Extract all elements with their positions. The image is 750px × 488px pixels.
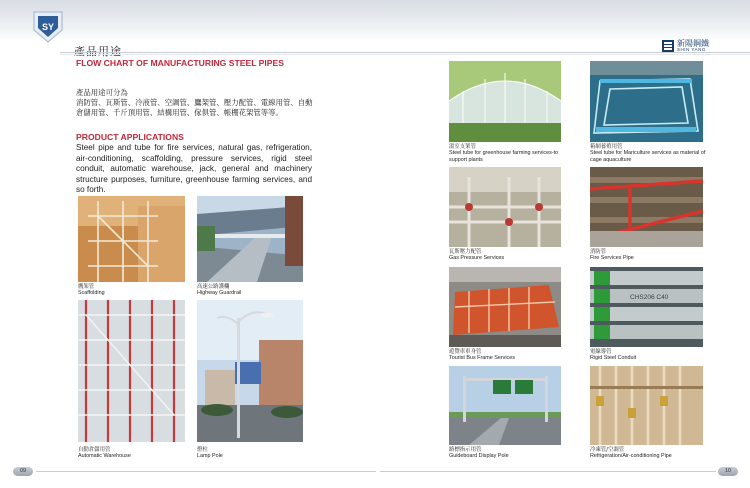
top-header-band — [0, 0, 750, 40]
footer-rule-right — [380, 471, 716, 472]
pipe-print-text: CHS206 C40 — [630, 294, 669, 301]
page-number-left: 09 — [13, 467, 33, 476]
photo-rigid-steel-conduit — [590, 267, 703, 347]
brand-name-cn: 新陽鋼鐵 — [677, 39, 709, 48]
caption-guideboard-display: 路標指示用管 Guideboard Display Pole — [449, 447, 509, 460]
photo-lamp-pole — [197, 300, 303, 442]
brand-name-en: SHIN YANG — [677, 47, 706, 52]
caption-gas-pressure: 瓦斯壓力配管 Gas Pressure Services — [449, 249, 505, 262]
caption-fire-services: 消防管 Fire Services Pipe — [590, 249, 634, 262]
photo-refrigeration-pipe — [590, 366, 703, 445]
photo-guideboard-display — [449, 366, 561, 445]
brand-logo-right — [662, 40, 709, 53]
brand-mark-icon — [662, 40, 674, 52]
caption-refrigeration-pipe: 冷凍管/空調管 Refrigeration/Air-conditioning Pipe — [590, 447, 672, 460]
header-rule — [60, 52, 750, 53]
photo-highway-guardrail — [197, 196, 303, 282]
caption-tourist-bus-frame: 遊覽車車身管 Tourist Bus Frame Services — [449, 349, 515, 362]
photo-mariculture-cage — [590, 61, 703, 142]
caption-rigid-steel-conduit: 電線導管 Rigid Steel Conduit — [590, 349, 637, 362]
caption-automatic-warehouse: 自動倉儲用管 Automatic Warehouse — [78, 447, 131, 460]
product-applications-body: Steel pipe and tube for fire services, natural gas, refrigeration, air-conditioning, scaffolding, pressure services, rigid steel conduit, automatic warehouse, jack, general and machinery structure purposes, furniture, greenhouse farming services, and so forth. — [76, 143, 312, 195]
logo-left-text: SY — [41, 22, 55, 32]
photo-fire-services — [590, 167, 703, 247]
photo-tourist-bus-frame — [449, 267, 561, 347]
product-applications-title: PRODUCT APPLICATIONS — [76, 132, 184, 142]
caption-lamp-pole: 燈柱 Lamp Pole — [197, 447, 223, 460]
caption-highway-guardrail: 高速公路護欄 Highway Guardrail — [197, 284, 242, 297]
photo-scaffolding — [78, 196, 185, 282]
caption-greenhouse-support: 溫室支架管 Steel tube for greenhouse farming services-to support plants — [449, 144, 559, 163]
company-logo-left — [30, 8, 66, 44]
header-rule-secondary — [60, 54, 750, 55]
usage-description-cn: 產品用途可分為 消防管、瓦斯管、冷液管、空調管、鷹架管、壓力配管、電線用管、自動倉儲用管、千斤頂用管、結構用管、傢俱管、帳棚花架管等等。 — [76, 88, 313, 117]
caption-mariculture-cage: 箱網養殖用管 Steel tube for Mariculture services as material of cage aquaculture — [590, 144, 706, 163]
flow-chart-title: FLOW CHART OF MANUFACTURING STEEL PIPES — [76, 58, 284, 68]
section-title — [74, 43, 122, 59]
photo-greenhouse-support — [449, 61, 561, 142]
footer-rule-left — [36, 471, 376, 472]
photo-gas-pressure — [449, 167, 561, 247]
photo-automatic-warehouse — [78, 300, 185, 442]
page-number-right: 10 — [718, 467, 738, 476]
caption-scaffolding: 鷹架管 Scaffolding — [78, 284, 105, 297]
